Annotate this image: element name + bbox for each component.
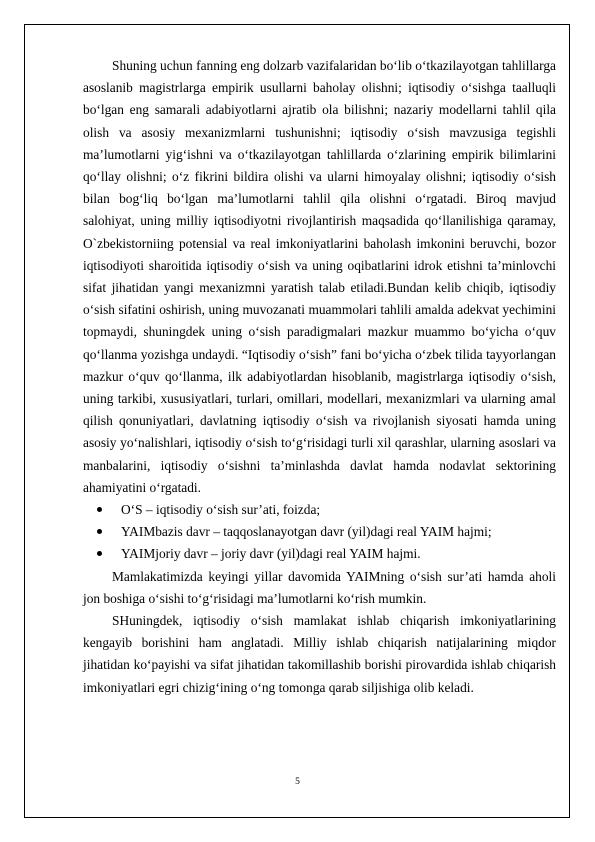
paragraph-production-possibilities: SHuningdek, iqtisodiy o‘sish mamlakat ishlab chiqarish imkoniyatlarining kengayib borishini ham anglatadi. Milliy ishlab chiqarish natijalarining miqdor jihatidan ko‘payishi va sifat jihatidan takomillashib borishi pirovardida ishlab chiqarish imkoniyatlari egri chizig‘ining o‘ng tomonga qarab siljishiga olib keladi. (83, 613, 556, 695)
bullet-text: O‘S – iqtisodiy o‘sish sur’ati, foizda; (121, 502, 321, 518)
bullet-item-growth-rate (95, 499, 556, 521)
paragraph-gdp-data: Mamlakatimizda keyingi yillar davomida YAIMning o‘sish sur’ati hamda aholi jon boshiga o‘sishi to‘g‘risidagi ma’lumotlarni ko‘rish mumkin. (83, 568, 556, 606)
bullet-text: YAIMbazis davr – taqqoslanayotgan davr (yil)dagi real YAIM hajmi; (121, 524, 492, 540)
document-body (83, 55, 556, 699)
bullet-dot-icon (97, 551, 102, 556)
bullet-dot-icon (97, 529, 102, 534)
bullet-text: YAIMjoriy davr – joriy davr (yil)dagi real YAIM hajmi. (121, 546, 421, 562)
bullet-dot-icon (97, 507, 102, 512)
bullet-item-current-gdp (95, 543, 556, 565)
paragraph-intro: Shuning uchun fanning eng dolzarb vazifalaridan bo‘lib o‘tkazilayotgan tahlillarga asoslanib magistrlarga empirik usullarni baholay olishni; iqtisodiy o‘sishga taalluqli bo‘lgan eng samarali adabiyotlarni ajratib ola bilishni; nazariy modellarni tahlil qila olish va asosiy mexanizmlarni tushunishni; iqtisodiy o‘sish mavzusiga tegishli ma’lumotlarni yig‘ishni va o‘tkazilayotgan tahlillarda o‘zlarining empirik bilimlarini qo‘llay olishni; o‘z fikrini bildira olishi va ularni himoyalay olishni; iqtisodiy o‘sish bilan bog‘liq bo‘lgan ma’lumotlarni tahlil qila olishni o‘rgatadi. Biroq mavjud salohiyat, uning milliy iqtisodiyotni rivojlantirish maqsadida qo‘llanilishiga qaramay, O`zbekistorniing potensial va real imkoniyatlarini baholash imkonini beruvchi, bozor iqtisodiyoti sharoitida iqtisodiy o‘sish va uning oqibatlarini idrok etishni ta’minlovchi sifat jihatidan yangi mexanizmni yaratish talab etiladi.Bundan kelib chiqib, iqtisodiy o‘sish sifatini oshirish, uning muvozanati muammolari tahlili amalda adekvat yechimini topmaydi, shuningdek uning o‘sish paradigmalari mazkur muammo bo‘yicha o‘quv qo‘llanma yozishga undaydi. “Iqtisodiy o‘sish” fani bo‘yicha o‘zbek tilida tayyorlangan mazkur o‘quv qo‘llanma, ilk adabiyotlardan hisoblanib, magistrlarga iqtisodiy o‘sish, uning tarkibi, xususiyatlari, turlari, omillari, modellari, mexanizmlari va ularning amal qilish qonuniyatlari, davlatning iqtisodiy o‘sish va rivojlanish siyosati hamda uning asosiy yo‘nalishlari, iqtisodiy o‘sish to‘g‘risidagi turli xil qarashlar, ularning asoslari va manbalarini, iqtisodiy o‘sishni ta’minlashda davlat hamda nodavlat sektorining ahamiyatini o‘rgatadi. (83, 58, 556, 495)
bullet-list (83, 499, 556, 566)
page-number: 5 (295, 777, 300, 787)
bullet-item-base-gdp (95, 521, 556, 543)
